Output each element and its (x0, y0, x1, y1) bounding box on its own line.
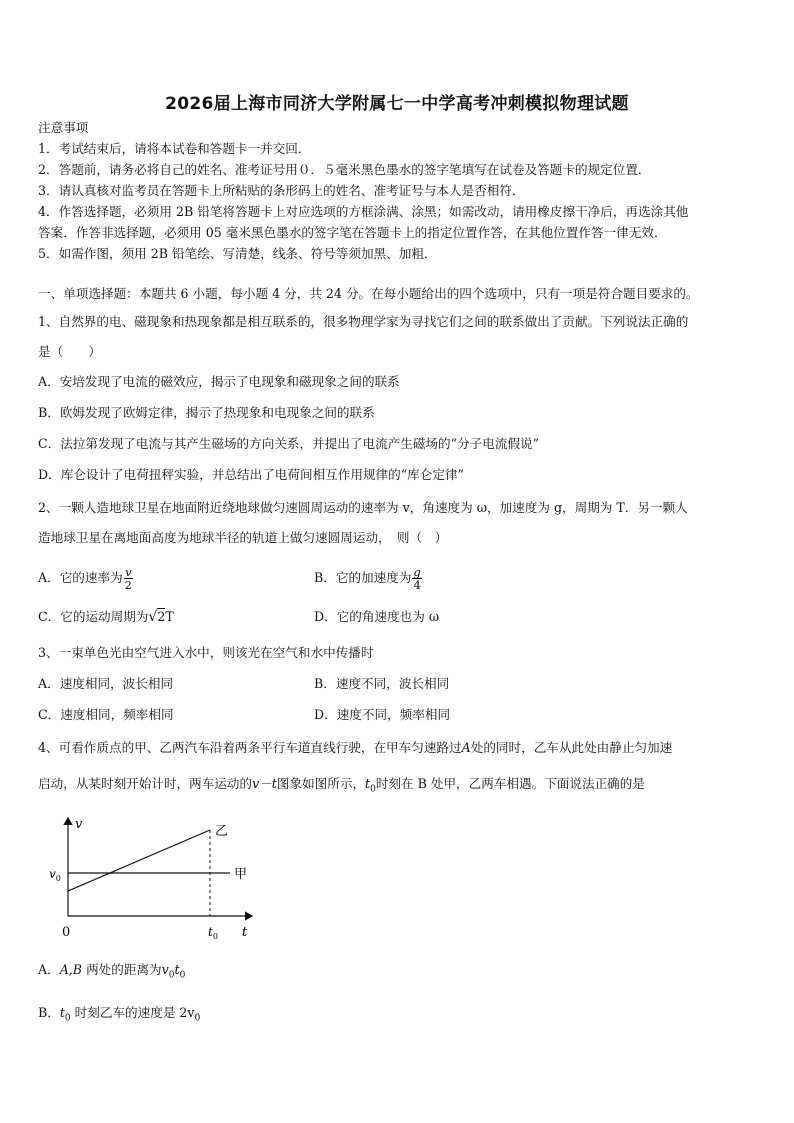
q2-option-d: D．它的角速度也为 ω (314, 609, 440, 624)
q4-stem-line2 (38, 776, 645, 798)
q4-stem-text-a: 4、可看作质点的甲、乙两汽车沿着两条平行车道直线行驶，在甲车匀速路过 (38, 740, 462, 755)
q4-option-a-prefix: A． (38, 962, 60, 977)
q2-option-c-text: C．它的运动周期为 (38, 609, 149, 624)
q4-option-a-points: A,B (59, 962, 83, 977)
jia-label: 甲 (234, 867, 248, 882)
notice-item-4: 4．作答选择题，必须用 2B 铅笔将答题卡上对应选项的方框涂满、涂黑；如需改动，请用橡皮擦干净后，再选涂其他 (38, 204, 689, 219)
q4-option-b (38, 1005, 200, 1027)
q4-t0-symbol: t (365, 776, 371, 791)
vt-graph (38, 812, 268, 947)
q4-stem2-text-c: 图象如图所示， (276, 776, 366, 791)
q4-t0-sub: 0 (370, 784, 376, 795)
q3-option-d: D．速度不同，频率相同 (314, 707, 451, 722)
q2-option-a (38, 566, 134, 591)
q2-option-b-text: B．它的加速度为 (314, 570, 412, 585)
q4-point-a: A (461, 740, 471, 755)
fraction-g-over-4: $\frac{g}{4}$ (413, 565, 421, 592)
q4-option-a-t: t (174, 962, 180, 977)
q2-option-c-unit: T (165, 609, 174, 624)
t-axis-label: t (242, 925, 248, 940)
sqrt-sign: √ (148, 609, 158, 625)
q1-option-d: D．库仑设计了电荷扭秤实验，并总结出了电荷间相互作用规律的“库仑定律” (38, 467, 464, 482)
q4-stem2-text-a: 启动，从某时刻开始计时，两车运动的 (38, 776, 253, 791)
fraction-v-over-2: $\frac{v}{2}$ (124, 565, 132, 592)
q1-option-b: B．欧姆发现了欧姆定律，揭示了热现象和电现象之间的联系 (38, 405, 375, 420)
q2-option-a-text: A．它的速率为 (38, 570, 123, 585)
q4-option-a-t-sub: 0 (179, 970, 186, 981)
q1-stem-line2: 是（ ） (38, 344, 101, 359)
notice-item-5: 5．如需作图，须用 2B 铅笔绘、写清楚，线条、符号等须加黑、加粗． (38, 246, 437, 261)
q1-option-c: C．法拉第发现了电流与其产生磁场的方向关系，并提出了电流产生磁场的“分子电流假说” (38, 436, 540, 451)
section-heading: 一、单项选择题：本题共 6 小题，每小题 4 分，共 24 分。在每小题给出的四个选项中，只有一项是符合题目要求的。 (38, 286, 699, 301)
q3-stem: 3、一束单色光由空气进入水中，则该光在空气和水中传播时 (38, 645, 374, 660)
q4-option-b-t-sub: 0 (64, 1013, 71, 1024)
notice-item-4-cont: 答案．作答非选择题，必须用 05 毫米黑色墨水的签字笔在答题卡上的指定位置作答，在其他位置作答一律无效． (38, 225, 667, 240)
v-axis-label: v (75, 817, 83, 832)
yi-line (68, 830, 210, 891)
notice-item-2: 2．答题前，请务必将自己的姓名、准考证号用０．５毫米黑色墨水的签字笔填写在试卷及答题卡的规定位置． (38, 162, 651, 177)
q4-option-b-value: 2v (179, 1005, 195, 1020)
q2-stem-line2: 造地球卫星在离地面高度为地球半径的轨道上做匀速圆周运动， 则（ ） (38, 530, 448, 545)
notice-item-1: 1．考试结束后，请将本试卷和答题卡一并交回． (38, 141, 311, 156)
notice-heading: 注意事项 (38, 120, 89, 135)
q3-option-c: C．速度相同，频率相同 (38, 707, 174, 722)
sqrt-radicand: 2 (157, 609, 166, 624)
q3-option-b: B．速度不同，波长相同 (314, 676, 450, 691)
q4-option-a (38, 962, 185, 984)
q2-option-b (314, 566, 423, 591)
q1-option-a: A．安培发现了电流的磁效应，揭示了电现象和磁现象之间的联系 (38, 374, 400, 389)
q4-option-b-value-sub: 0 (194, 1013, 201, 1024)
notice-item-3: 3．请认真核对监考员在答题卡上所粘贴的条形码上的姓名、准考证号与本人是否相符． (38, 183, 525, 198)
q2-stem-line1: 2、一颗人造地球卫星在地面附近绕地球做匀速圆周运动的速率为 v，角速度为 ω，加速度为 g，周期为 T．另一颗人 (38, 500, 688, 515)
q4-option-b-t: t (59, 1005, 65, 1020)
v0-label: $v_0$ (49, 867, 61, 883)
q4-stem-text-c: 处的同时，乙车从此处由静止匀加速 (470, 740, 673, 755)
q4-option-a-v-sub: 0 (168, 970, 175, 981)
q1-stem-line1: 1、自然界的电、磁现象和热现象都是相互联系的，很多物理学家为寻找它们之间的联系做出了贡献。下列说法正确的 (38, 314, 689, 329)
q3-option-a: A．速度相同，波长相同 (38, 676, 174, 691)
q4-stem2-text-e: 时刻在 B 处甲，乙两车相遇。下面说法正确的是 (375, 776, 645, 791)
q4-vt-label: v－t (252, 776, 277, 791)
page-title: 2026届上海市同济大学附属七一中学高考冲刺模拟物理试题 (165, 94, 629, 114)
q4-option-b-text: 时刻乙车的速度是 (70, 1005, 180, 1020)
q4-option-a-text: 两处的距离为 (82, 962, 162, 977)
origin-label: 0 (62, 925, 71, 940)
q4-option-b-prefix: B． (38, 1005, 60, 1020)
t0-label: $t_0$ (208, 925, 218, 941)
q4-stem-line1 (38, 740, 672, 756)
q2-option-c (38, 609, 174, 625)
q4-option-a-v: v (161, 962, 169, 977)
yi-label: 乙 (215, 824, 229, 839)
